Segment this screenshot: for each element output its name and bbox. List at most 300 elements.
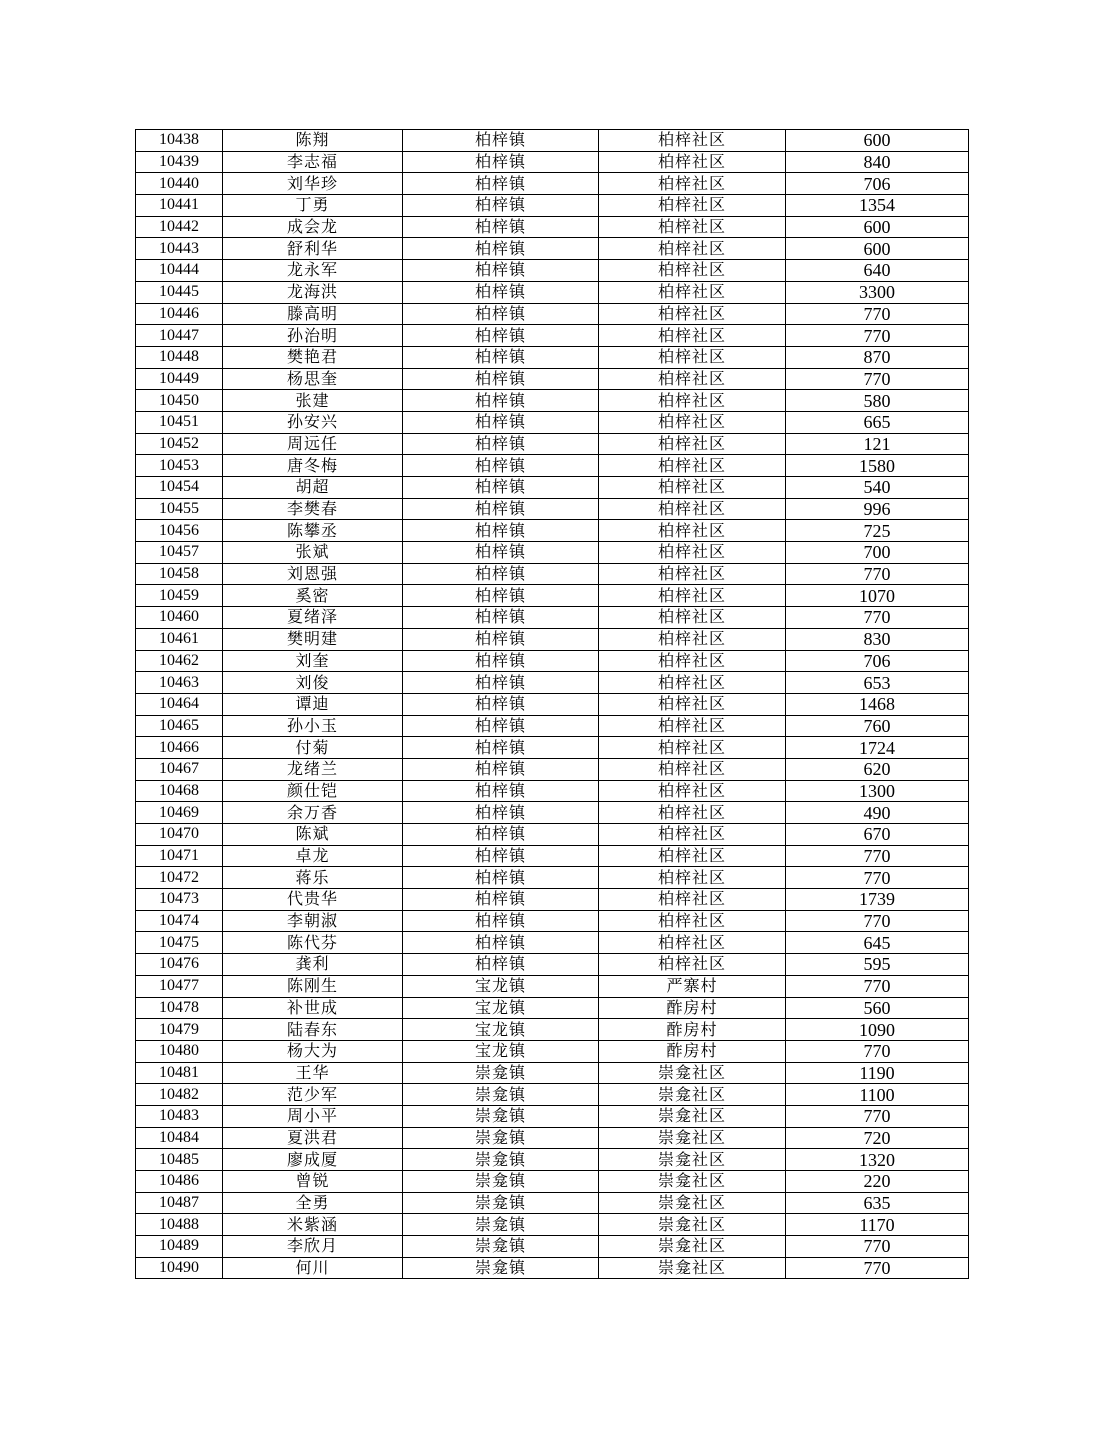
town-cell: 柏梓镇	[403, 260, 599, 282]
town-cell: 柏梓镇	[403, 737, 599, 759]
amount-cell: 1468	[786, 693, 969, 715]
community-cell: 柏梓社区	[599, 151, 786, 173]
name-cell: 蒋乐	[223, 867, 403, 889]
community-cell: 柏梓社区	[599, 628, 786, 650]
community-cell: 柏梓社区	[599, 216, 786, 238]
town-cell: 柏梓镇	[403, 281, 599, 303]
amount-cell: 770	[786, 1257, 969, 1279]
name-cell: 补世成	[223, 997, 403, 1019]
name-cell: 付菊	[223, 737, 403, 759]
community-cell: 柏梓社区	[599, 411, 786, 433]
community-cell: 崇龛社区	[599, 1236, 786, 1258]
table-row	[136, 693, 969, 715]
table-row	[136, 281, 969, 303]
community-cell: 柏梓社区	[599, 303, 786, 325]
amount-cell: 770	[786, 1040, 969, 1062]
row-id-cell: 10485	[136, 1149, 223, 1171]
row-id-cell: 10480	[136, 1040, 223, 1062]
row-id-cell: 10470	[136, 824, 223, 846]
table-row	[136, 1149, 969, 1171]
name-cell: 颜仕铠	[223, 780, 403, 802]
amount-cell: 645	[786, 932, 969, 954]
row-id-cell: 10473	[136, 889, 223, 911]
name-cell: 胡超	[223, 477, 403, 499]
community-cell: 酢房村	[599, 1019, 786, 1041]
table-row	[136, 1019, 969, 1041]
name-cell: 周小平	[223, 1105, 403, 1127]
row-id-cell: 10464	[136, 693, 223, 715]
community-cell: 崇龛社区	[599, 1149, 786, 1171]
community-cell: 崇龛社区	[599, 1192, 786, 1214]
town-cell: 柏梓镇	[403, 433, 599, 455]
name-cell: 张斌	[223, 542, 403, 564]
amount-cell: 770	[786, 563, 969, 585]
name-cell: 周远任	[223, 433, 403, 455]
row-id-cell: 10445	[136, 281, 223, 303]
town-cell: 崇龛镇	[403, 1192, 599, 1214]
community-cell: 柏梓社区	[599, 390, 786, 412]
name-cell: 滕高明	[223, 303, 403, 325]
table-row	[136, 260, 969, 282]
row-id-cell: 10447	[136, 325, 223, 347]
name-cell: 谭迪	[223, 693, 403, 715]
town-cell: 崇龛镇	[403, 1214, 599, 1236]
row-id-cell: 10457	[136, 542, 223, 564]
community-cell: 崇龛社区	[599, 1257, 786, 1279]
amount-cell: 635	[786, 1192, 969, 1214]
row-id-cell: 10455	[136, 498, 223, 520]
amount-cell: 720	[786, 1127, 969, 1149]
town-cell: 柏梓镇	[403, 303, 599, 325]
table-row	[136, 607, 969, 629]
community-cell: 崇龛社区	[599, 1214, 786, 1236]
table-row	[136, 1084, 969, 1106]
row-id-cell: 10439	[136, 151, 223, 173]
row-id-cell: 10466	[136, 737, 223, 759]
row-id-cell: 10441	[136, 195, 223, 217]
table-row	[136, 975, 969, 997]
town-cell: 崇龛镇	[403, 1084, 599, 1106]
row-id-cell: 10438	[136, 130, 223, 152]
table-row	[136, 997, 969, 1019]
amount-cell: 490	[786, 802, 969, 824]
table-row	[136, 498, 969, 520]
town-cell: 柏梓镇	[403, 498, 599, 520]
name-cell: 米紫涵	[223, 1214, 403, 1236]
amount-cell: 770	[786, 303, 969, 325]
community-cell: 崇龛社区	[599, 1127, 786, 1149]
amount-cell: 760	[786, 715, 969, 737]
town-cell: 柏梓镇	[403, 216, 599, 238]
row-id-cell: 10452	[136, 433, 223, 455]
community-cell: 柏梓社区	[599, 368, 786, 390]
community-cell: 崇龛社区	[599, 1084, 786, 1106]
community-cell: 柏梓社区	[599, 889, 786, 911]
amount-cell: 670	[786, 824, 969, 846]
town-cell: 柏梓镇	[403, 173, 599, 195]
row-id-cell: 10460	[136, 607, 223, 629]
community-cell: 柏梓社区	[599, 498, 786, 520]
community-cell: 柏梓社区	[599, 238, 786, 260]
community-cell: 崇龛社区	[599, 1171, 786, 1193]
table-row	[136, 477, 969, 499]
row-id-cell: 10440	[136, 173, 223, 195]
row-id-cell: 10489	[136, 1236, 223, 1258]
community-cell: 柏梓社区	[599, 455, 786, 477]
row-id-cell: 10451	[136, 411, 223, 433]
name-cell: 丁勇	[223, 195, 403, 217]
town-cell: 柏梓镇	[403, 130, 599, 152]
name-cell: 王华	[223, 1062, 403, 1084]
row-id-cell: 10474	[136, 910, 223, 932]
table-row	[136, 780, 969, 802]
community-cell: 柏梓社区	[599, 954, 786, 976]
community-cell: 柏梓社区	[599, 346, 786, 368]
town-cell: 崇龛镇	[403, 1236, 599, 1258]
town-cell: 柏梓镇	[403, 802, 599, 824]
amount-cell: 1300	[786, 780, 969, 802]
town-cell: 柏梓镇	[403, 867, 599, 889]
row-id-cell: 10443	[136, 238, 223, 260]
town-cell: 柏梓镇	[403, 455, 599, 477]
town-cell: 柏梓镇	[403, 693, 599, 715]
community-cell: 柏梓社区	[599, 477, 786, 499]
name-cell: 孙治明	[223, 325, 403, 347]
amount-cell: 706	[786, 650, 969, 672]
table-row	[136, 1171, 969, 1193]
community-cell: 酢房村	[599, 997, 786, 1019]
name-cell: 刘俊	[223, 672, 403, 694]
name-cell: 范少军	[223, 1084, 403, 1106]
row-id-cell: 10446	[136, 303, 223, 325]
table-row	[136, 455, 969, 477]
community-cell: 酢房村	[599, 1040, 786, 1062]
name-cell: 孙安兴	[223, 411, 403, 433]
town-cell: 柏梓镇	[403, 477, 599, 499]
town-cell: 柏梓镇	[403, 411, 599, 433]
town-cell: 柏梓镇	[403, 780, 599, 802]
town-cell: 柏梓镇	[403, 628, 599, 650]
row-id-cell: 10471	[136, 845, 223, 867]
town-cell: 柏梓镇	[403, 672, 599, 694]
community-cell: 柏梓社区	[599, 281, 786, 303]
row-id-cell: 10488	[136, 1214, 223, 1236]
amount-cell: 1580	[786, 455, 969, 477]
name-cell: 夏绪泽	[223, 607, 403, 629]
town-cell: 宝龙镇	[403, 1019, 599, 1041]
town-cell: 柏梓镇	[403, 195, 599, 217]
amount-cell: 600	[786, 238, 969, 260]
town-cell: 柏梓镇	[403, 542, 599, 564]
town-cell: 宝龙镇	[403, 997, 599, 1019]
town-cell: 柏梓镇	[403, 824, 599, 846]
row-id-cell: 10472	[136, 867, 223, 889]
row-id-cell: 10463	[136, 672, 223, 694]
row-id-cell: 10479	[136, 1019, 223, 1041]
row-id-cell: 10458	[136, 563, 223, 585]
row-id-cell: 10486	[136, 1171, 223, 1193]
amount-cell: 1170	[786, 1214, 969, 1236]
community-cell: 柏梓社区	[599, 433, 786, 455]
community-cell: 柏梓社区	[599, 715, 786, 737]
name-cell: 李朝淑	[223, 910, 403, 932]
community-cell: 柏梓社区	[599, 650, 786, 672]
name-cell: 龙海洪	[223, 281, 403, 303]
table-row	[136, 346, 969, 368]
community-cell: 柏梓社区	[599, 910, 786, 932]
amount-cell: 1190	[786, 1062, 969, 1084]
table-row	[136, 845, 969, 867]
amount-cell: 653	[786, 672, 969, 694]
amount-cell: 770	[786, 910, 969, 932]
table-row	[136, 910, 969, 932]
name-cell: 樊明建	[223, 628, 403, 650]
row-id-cell: 10482	[136, 1084, 223, 1106]
community-cell: 柏梓社区	[599, 737, 786, 759]
name-cell: 廖成厦	[223, 1149, 403, 1171]
row-id-cell: 10484	[136, 1127, 223, 1149]
table-body	[136, 130, 969, 1279]
table-row	[136, 1236, 969, 1258]
town-cell: 崇龛镇	[403, 1171, 599, 1193]
town-cell: 柏梓镇	[403, 520, 599, 542]
amount-cell: 665	[786, 411, 969, 433]
community-cell: 柏梓社区	[599, 758, 786, 780]
town-cell: 柏梓镇	[403, 607, 599, 629]
amount-cell: 595	[786, 954, 969, 976]
row-id-cell: 10450	[136, 390, 223, 412]
amount-cell: 600	[786, 130, 969, 152]
row-id-cell: 10487	[136, 1192, 223, 1214]
community-cell: 柏梓社区	[599, 672, 786, 694]
amount-cell: 1724	[786, 737, 969, 759]
town-cell: 崇龛镇	[403, 1127, 599, 1149]
town-cell: 柏梓镇	[403, 932, 599, 954]
table-row	[136, 585, 969, 607]
name-cell: 夏洪君	[223, 1127, 403, 1149]
town-cell: 崇龛镇	[403, 1105, 599, 1127]
row-id-cell: 10490	[136, 1257, 223, 1279]
community-cell: 柏梓社区	[599, 563, 786, 585]
community-cell: 严寨村	[599, 975, 786, 997]
amount-cell: 706	[786, 173, 969, 195]
name-cell: 陈攀丞	[223, 520, 403, 542]
name-cell: 龙绪兰	[223, 758, 403, 780]
community-cell: 柏梓社区	[599, 780, 786, 802]
table-row	[136, 173, 969, 195]
amount-cell: 770	[786, 325, 969, 347]
row-id-cell: 10469	[136, 802, 223, 824]
town-cell: 宝龙镇	[403, 1040, 599, 1062]
community-cell: 柏梓社区	[599, 585, 786, 607]
name-cell: 杨大为	[223, 1040, 403, 1062]
name-cell: 龙永军	[223, 260, 403, 282]
name-cell: 全勇	[223, 1192, 403, 1214]
amount-cell: 1354	[786, 195, 969, 217]
community-cell: 柏梓社区	[599, 607, 786, 629]
town-cell: 柏梓镇	[403, 563, 599, 585]
name-cell: 余万香	[223, 802, 403, 824]
community-cell: 柏梓社区	[599, 130, 786, 152]
name-cell: 樊艳君	[223, 346, 403, 368]
community-cell: 柏梓社区	[599, 845, 786, 867]
town-cell: 柏梓镇	[403, 238, 599, 260]
town-cell: 柏梓镇	[403, 715, 599, 737]
table-row	[136, 238, 969, 260]
amount-cell: 640	[786, 260, 969, 282]
amount-cell: 770	[786, 368, 969, 390]
town-cell: 崇龛镇	[403, 1257, 599, 1279]
amount-cell: 580	[786, 390, 969, 412]
name-cell: 刘恩强	[223, 563, 403, 585]
amount-cell: 830	[786, 628, 969, 650]
community-cell: 柏梓社区	[599, 520, 786, 542]
row-id-cell: 10467	[136, 758, 223, 780]
name-cell: 张建	[223, 390, 403, 412]
table-row	[136, 867, 969, 889]
amount-cell: 1090	[786, 1019, 969, 1041]
amount-cell: 700	[786, 542, 969, 564]
amount-cell: 220	[786, 1171, 969, 1193]
amount-cell: 770	[786, 1105, 969, 1127]
name-cell: 李志福	[223, 151, 403, 173]
table-row	[136, 1062, 969, 1084]
town-cell: 柏梓镇	[403, 368, 599, 390]
name-cell: 龚利	[223, 954, 403, 976]
table-row	[136, 1192, 969, 1214]
table-row	[136, 542, 969, 564]
table-row	[136, 737, 969, 759]
data-table	[135, 129, 969, 1279]
row-id-cell: 10478	[136, 997, 223, 1019]
amount-cell: 770	[786, 845, 969, 867]
table-row	[136, 195, 969, 217]
town-cell: 柏梓镇	[403, 390, 599, 412]
row-id-cell: 10448	[136, 346, 223, 368]
town-cell: 柏梓镇	[403, 585, 599, 607]
amount-cell: 1739	[786, 889, 969, 911]
table-row	[136, 1040, 969, 1062]
table-row	[136, 1214, 969, 1236]
community-cell: 崇龛社区	[599, 1105, 786, 1127]
amount-cell: 600	[786, 216, 969, 238]
community-cell: 柏梓社区	[599, 542, 786, 564]
community-cell: 柏梓社区	[599, 260, 786, 282]
name-cell: 舒利华	[223, 238, 403, 260]
town-cell: 柏梓镇	[403, 758, 599, 780]
amount-cell: 770	[786, 1236, 969, 1258]
name-cell: 何川	[223, 1257, 403, 1279]
row-id-cell: 10481	[136, 1062, 223, 1084]
table-row	[136, 672, 969, 694]
row-id-cell: 10476	[136, 954, 223, 976]
community-cell: 柏梓社区	[599, 932, 786, 954]
community-cell: 柏梓社区	[599, 693, 786, 715]
name-cell: 陈代芬	[223, 932, 403, 954]
amount-cell: 770	[786, 607, 969, 629]
name-cell: 曾锐	[223, 1171, 403, 1193]
row-id-cell: 10465	[136, 715, 223, 737]
table-row	[136, 1127, 969, 1149]
community-cell: 柏梓社区	[599, 802, 786, 824]
table-row	[136, 368, 969, 390]
row-id-cell: 10461	[136, 628, 223, 650]
name-cell: 奚密	[223, 585, 403, 607]
name-cell: 陈翔	[223, 130, 403, 152]
town-cell: 柏梓镇	[403, 650, 599, 672]
table-row	[136, 954, 969, 976]
town-cell: 崇龛镇	[403, 1062, 599, 1084]
row-id-cell: 10454	[136, 477, 223, 499]
table-row	[136, 889, 969, 911]
row-id-cell: 10462	[136, 650, 223, 672]
name-cell: 刘华珍	[223, 173, 403, 195]
community-cell: 柏梓社区	[599, 325, 786, 347]
table-row	[136, 1257, 969, 1279]
name-cell: 代贵华	[223, 889, 403, 911]
community-cell: 柏梓社区	[599, 824, 786, 846]
row-id-cell: 10468	[136, 780, 223, 802]
row-id-cell: 10456	[136, 520, 223, 542]
row-id-cell: 10483	[136, 1105, 223, 1127]
row-id-cell: 10442	[136, 216, 223, 238]
amount-cell: 620	[786, 758, 969, 780]
amount-cell: 3300	[786, 281, 969, 303]
amount-cell: 840	[786, 151, 969, 173]
community-cell: 柏梓社区	[599, 195, 786, 217]
table-row	[136, 1105, 969, 1127]
amount-cell: 770	[786, 975, 969, 997]
town-cell: 柏梓镇	[403, 954, 599, 976]
amount-cell: 560	[786, 997, 969, 1019]
table-row	[136, 303, 969, 325]
town-cell: 柏梓镇	[403, 845, 599, 867]
table-row	[136, 216, 969, 238]
name-cell: 李樊春	[223, 498, 403, 520]
community-cell: 柏梓社区	[599, 173, 786, 195]
table-row	[136, 433, 969, 455]
amount-cell: 121	[786, 433, 969, 455]
amount-cell: 540	[786, 477, 969, 499]
table-row	[136, 802, 969, 824]
table-row	[136, 390, 969, 412]
amount-cell: 1320	[786, 1149, 969, 1171]
name-cell: 李欣月	[223, 1236, 403, 1258]
community-cell: 崇龛社区	[599, 1062, 786, 1084]
table-row	[136, 758, 969, 780]
table-row	[136, 520, 969, 542]
town-cell: 柏梓镇	[403, 910, 599, 932]
town-cell: 宝龙镇	[403, 975, 599, 997]
table-row	[136, 563, 969, 585]
table-row	[136, 130, 969, 152]
row-id-cell: 10453	[136, 455, 223, 477]
name-cell: 成会龙	[223, 216, 403, 238]
name-cell: 杨思奎	[223, 368, 403, 390]
name-cell: 唐冬梅	[223, 455, 403, 477]
name-cell: 孙小玉	[223, 715, 403, 737]
amount-cell: 1100	[786, 1084, 969, 1106]
town-cell: 柏梓镇	[403, 889, 599, 911]
amount-cell: 1070	[786, 585, 969, 607]
name-cell: 陆春东	[223, 1019, 403, 1041]
row-id-cell: 10449	[136, 368, 223, 390]
table-row	[136, 650, 969, 672]
town-cell: 柏梓镇	[403, 151, 599, 173]
table-row	[136, 715, 969, 737]
name-cell: 陈斌	[223, 824, 403, 846]
amount-cell: 870	[786, 346, 969, 368]
